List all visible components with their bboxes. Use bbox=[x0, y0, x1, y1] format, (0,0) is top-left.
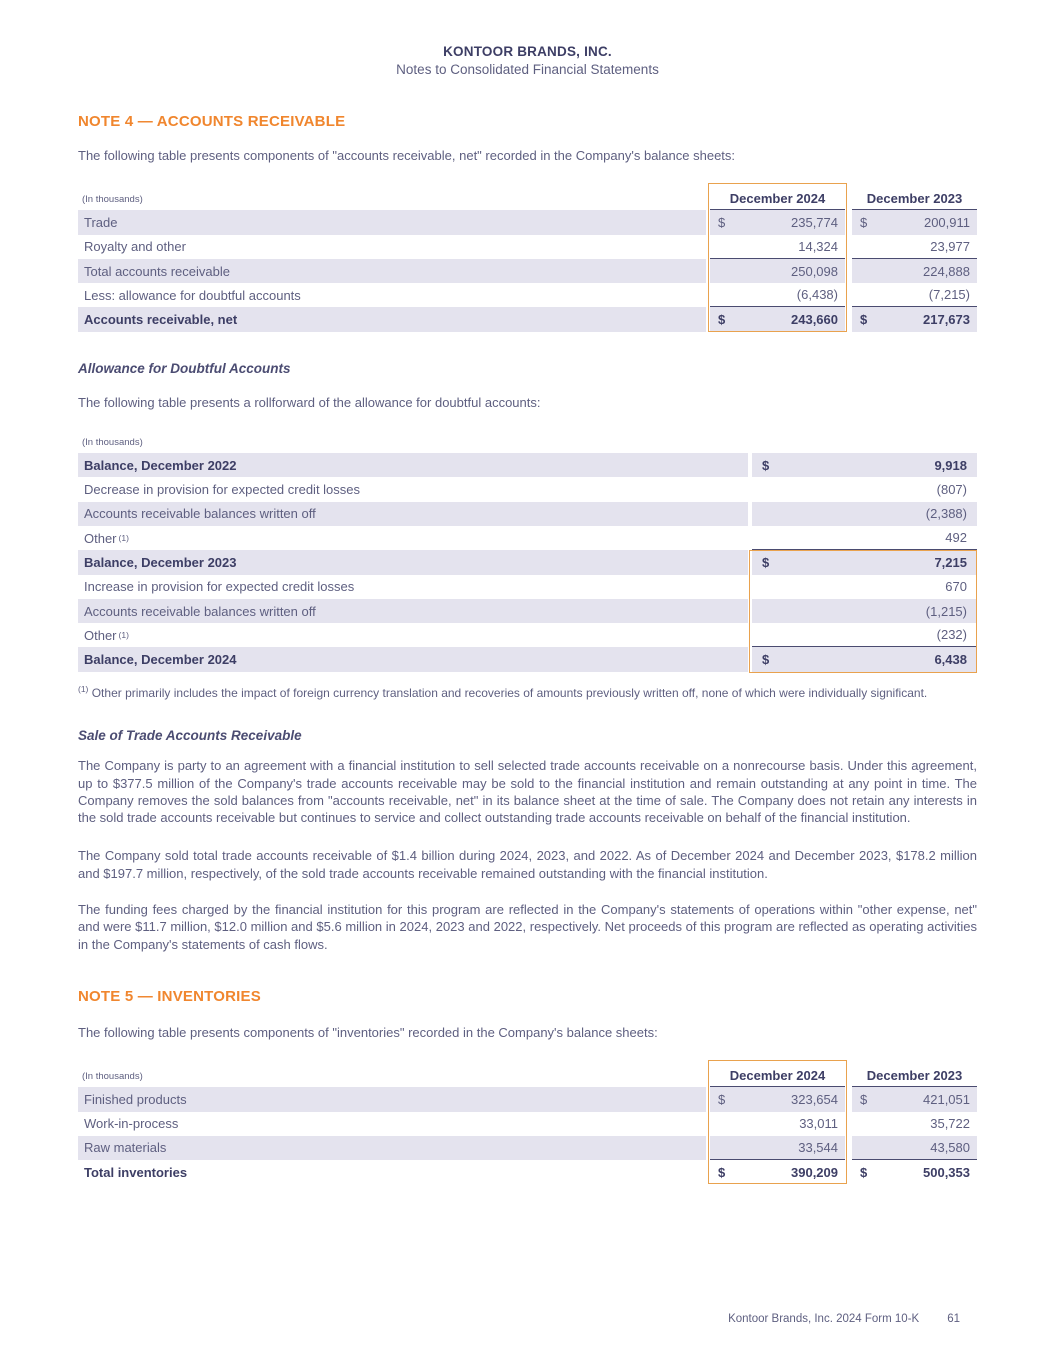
note4-heading: NOTE 4 — ACCOUNTS RECEIVABLE bbox=[78, 113, 346, 130]
sale-paragraph-2: The Company sold total trade accounts receivable of $1.4 billion during 2024, 2023, and 2022. As of December 2024 and December 2023, $178.2 million and $197.7 million, respectively, of the sold trade accounts receivable remained outstanding with the financial institution. bbox=[78, 848, 977, 881]
row-label-text: Work-in-process bbox=[84, 1116, 179, 1132]
dollar-sign: $ bbox=[762, 652, 770, 668]
dollar-sign: $ bbox=[718, 1164, 726, 1180]
amount: (7,215) bbox=[928, 287, 970, 303]
accounts-receivable-table bbox=[78, 183, 977, 331]
amount: 43,580 bbox=[930, 1139, 970, 1155]
row-label-text: Total inventories bbox=[84, 1164, 188, 1180]
column-header-december-2023: December 2023 bbox=[852, 1068, 977, 1087]
value-2024 bbox=[710, 1112, 845, 1136]
value-2024 bbox=[710, 259, 845, 283]
row-label bbox=[78, 283, 706, 307]
value-2024 bbox=[710, 235, 845, 259]
row-label-text: Accounts receivable, net bbox=[84, 312, 238, 328]
row-label-text: Trade bbox=[84, 214, 118, 230]
amount: 492 bbox=[945, 530, 967, 546]
table-row bbox=[78, 477, 977, 501]
row-label-text: Balance, December 2024 bbox=[84, 652, 237, 668]
value-2024 bbox=[710, 307, 845, 331]
amount: (6,438) bbox=[796, 287, 838, 303]
row-label-text: Balance, December 2022 bbox=[84, 457, 237, 473]
value bbox=[752, 502, 977, 526]
row-label bbox=[78, 1136, 706, 1160]
table-header-row bbox=[78, 426, 977, 453]
table-row bbox=[78, 235, 977, 259]
row-label: Other (1) bbox=[84, 627, 129, 643]
row-label-text: Balance, December 2023 bbox=[84, 554, 237, 570]
value bbox=[752, 453, 977, 477]
amount: 323,654 bbox=[791, 1091, 838, 1107]
table-row bbox=[78, 575, 977, 599]
sale-paragraph-1: The Company is party to an agreement with a financial institution to sell selected trade accounts receivable on a nonrecourse basis. Under this agreement, up to $377.5 million of the Company's trade accounts receivable may be sold to the financial institution and remain outstanding at any point in time. The Company removes the sold balances from "accounts receivable, net" in its balance sheet at the time of sale. The Company does not retain any interests in the sold trade accounts receivable but continues to service and collect outstanding trade accounts receivable on behalf of the financial institution. bbox=[78, 758, 977, 826]
value-2024 bbox=[710, 1160, 845, 1184]
value-2023 bbox=[852, 1136, 977, 1160]
amount: 200,911 bbox=[923, 214, 970, 230]
document-subtitle: Notes to Consolidated Financial Statements bbox=[396, 62, 659, 77]
amount: (807) bbox=[936, 482, 967, 498]
amount: 217,673 bbox=[923, 312, 970, 328]
units-label: (In thousands) bbox=[82, 437, 143, 449]
dollar-sign: $ bbox=[860, 1091, 868, 1107]
row-label-text: Other bbox=[84, 530, 117, 546]
note5-intro-paragraph: The following table presents components of "inventories" recorded in the Company's balance sheets: bbox=[78, 1024, 658, 1040]
dollar-sign: $ bbox=[860, 214, 868, 230]
table-row bbox=[78, 453, 977, 477]
dollar-sign: $ bbox=[860, 1164, 868, 1180]
amount: 500,353 bbox=[923, 1164, 970, 1180]
row-label bbox=[78, 550, 748, 574]
table-header-row bbox=[78, 183, 977, 210]
amount: 235,774 bbox=[791, 214, 838, 230]
footnote-marker: (1) bbox=[78, 683, 89, 694]
value-2023 bbox=[852, 259, 977, 283]
amount: 250,098 bbox=[791, 263, 838, 279]
table-row bbox=[78, 623, 977, 647]
value-2023 bbox=[852, 1112, 977, 1136]
row-label-text: Less: allowance for doubtful accounts bbox=[84, 287, 301, 303]
column-header-december-2023: December 2023 bbox=[852, 191, 977, 210]
table-row bbox=[78, 1136, 977, 1160]
note4-intro-paragraph: The following table presents components of "accounts receivable, net" recorded in the Company's balance sheets: bbox=[78, 148, 736, 163]
amount: 33,544 bbox=[798, 1139, 838, 1155]
value-2024 bbox=[710, 283, 845, 307]
amount: (232) bbox=[936, 627, 967, 643]
row-label-text: Royalty and other bbox=[84, 239, 186, 255]
dollar-sign: $ bbox=[762, 554, 770, 570]
amount: 7,215 bbox=[934, 554, 967, 570]
row-label bbox=[78, 575, 748, 599]
table-row bbox=[78, 526, 977, 550]
amount: 670 bbox=[945, 579, 967, 595]
dollar-sign: $ bbox=[762, 457, 770, 473]
amount: 390,209 bbox=[791, 1164, 838, 1180]
amount: 14,324 bbox=[798, 238, 838, 254]
amount: 6,438 bbox=[934, 652, 967, 668]
inventories-table bbox=[78, 1060, 977, 1184]
footnote-text: Other primarily includes the impact of foreign currency translation and recoveries of amounts previously written off, none of which were individually significant. bbox=[88, 685, 928, 700]
amount: 23,977 bbox=[930, 238, 970, 254]
amount: 9,918 bbox=[934, 457, 967, 473]
units-label: (In thousands) bbox=[82, 194, 143, 206]
row-label bbox=[78, 210, 706, 234]
row-label-text: Accounts receivable balances written off bbox=[84, 603, 316, 619]
row-label bbox=[78, 647, 748, 671]
row-label bbox=[78, 1112, 706, 1136]
row-label bbox=[78, 1087, 706, 1111]
table-row bbox=[78, 502, 977, 526]
row-label bbox=[78, 502, 748, 526]
dollar-sign: $ bbox=[718, 214, 726, 230]
amount: (1,215) bbox=[925, 603, 967, 619]
value-2024 bbox=[710, 210, 845, 234]
table-row bbox=[78, 1112, 977, 1136]
amount: 421,051 bbox=[923, 1091, 970, 1107]
value-2024 bbox=[710, 1087, 845, 1111]
sale-paragraph-3: The funding fees charged by the financial institution for this program are reflected in the Company's statements of operations within "other expense, net" and were $11.7 million, $12.0 million and $5.6 million in 2024, 2023 and 2022, respectively. Net proceeds of this program are reflected as operating activities in the Company's statements of cash flows. bbox=[78, 902, 977, 952]
table-total-row bbox=[78, 647, 977, 671]
dollar-sign: $ bbox=[860, 312, 868, 328]
table-row bbox=[78, 1087, 977, 1111]
value bbox=[752, 623, 977, 647]
value-2023 bbox=[852, 283, 977, 307]
value bbox=[752, 575, 977, 599]
allowance-intro-paragraph: The following table presents a rollforward of the allowance for doubtful accounts: bbox=[78, 394, 541, 410]
row-label bbox=[78, 453, 748, 477]
dollar-sign: $ bbox=[718, 312, 726, 328]
row-label-text: Decrease in provision for expected credit losses bbox=[84, 482, 361, 498]
table-row bbox=[78, 550, 977, 574]
row-label: Other (1) bbox=[84, 530, 129, 546]
column-header-december-2024: December 2024 bbox=[710, 1068, 845, 1087]
note5-heading: NOTE 5 — INVENTORIES bbox=[78, 987, 261, 1005]
value-2023 bbox=[852, 1087, 977, 1111]
table-row bbox=[78, 210, 977, 234]
amount: (2,388) bbox=[925, 506, 967, 522]
page-footer bbox=[728, 1313, 960, 1325]
row-label bbox=[78, 235, 706, 259]
table-row bbox=[78, 599, 977, 623]
table-header-row bbox=[78, 1060, 977, 1087]
row-label bbox=[78, 599, 748, 623]
footer-document-label: Kontoor Brands, Inc. 2024 Form 10-K bbox=[728, 1313, 920, 1325]
row-label-text: Total accounts receivable bbox=[84, 263, 230, 279]
value-2024 bbox=[710, 1136, 845, 1160]
value bbox=[752, 526, 977, 550]
units-label: (In thousands) bbox=[82, 1071, 143, 1083]
value bbox=[752, 477, 977, 501]
page-number: 61 bbox=[947, 1313, 960, 1325]
row-label-text: Raw materials bbox=[84, 1140, 167, 1156]
value bbox=[752, 550, 977, 574]
value-2023 bbox=[852, 1160, 977, 1184]
sale-subheading: Sale of Trade Accounts Receivable bbox=[78, 728, 302, 744]
row-label-text: Accounts receivable balances written off bbox=[84, 506, 316, 522]
value bbox=[752, 647, 977, 671]
row-label-text: Other bbox=[84, 627, 117, 643]
allowance-rollforward-table bbox=[78, 426, 977, 672]
value bbox=[752, 599, 977, 623]
amount: 224,888 bbox=[923, 263, 970, 279]
column-header-december-2024: December 2024 bbox=[710, 191, 845, 210]
row-label-text: Increase in provision for expected credit losses bbox=[84, 579, 355, 595]
value-2023 bbox=[852, 235, 977, 259]
row-label bbox=[78, 259, 706, 283]
amount: 35,722 bbox=[930, 1116, 970, 1132]
amount: 33,011 bbox=[799, 1116, 838, 1132]
row-label bbox=[78, 1160, 706, 1184]
allowance-subheading: Allowance for Doubtful Accounts bbox=[78, 360, 291, 376]
table-total-row bbox=[78, 1160, 977, 1184]
company-title: KONTOOR BRANDS, INC. bbox=[443, 44, 612, 59]
row-label bbox=[78, 307, 706, 331]
value-2023 bbox=[852, 307, 977, 331]
value-2023 bbox=[852, 210, 977, 234]
table-footnote bbox=[78, 681, 977, 703]
table-row bbox=[78, 283, 977, 307]
row-label-text: Finished products bbox=[84, 1091, 187, 1107]
row-label bbox=[78, 477, 748, 501]
amount: 243,660 bbox=[791, 312, 838, 328]
table-total-row bbox=[78, 307, 977, 331]
table-row bbox=[78, 259, 977, 283]
dollar-sign: $ bbox=[718, 1091, 726, 1107]
